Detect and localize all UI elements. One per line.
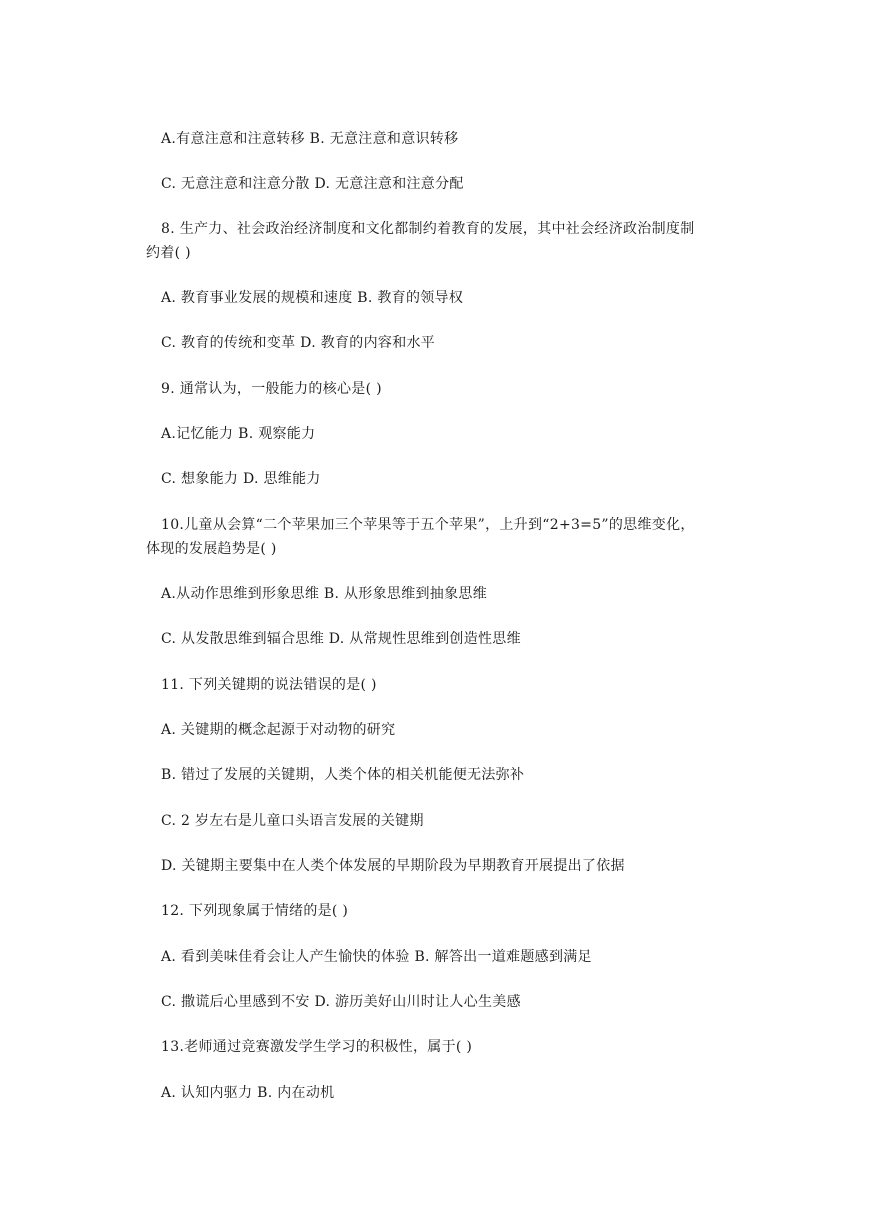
- q12-options-a-b: A. 看到美味佳肴会让人产生愉快的体验 B. 解答出一道难题感到满足: [161, 949, 592, 965]
- q11-stem: 11. 下列关键期的说法错误的是( ): [161, 677, 377, 693]
- q10-options-a-b: A.从动作思维到形象思维 B. 从形象思维到抽象思维: [161, 586, 487, 602]
- q11-option-c: C. 2 岁左右是儿童口头语言发展的关键期: [161, 813, 424, 829]
- q13-options-a-b: A. 认知内驱力 B. 内在动机: [161, 1085, 335, 1101]
- q8-stem-line-1: 8. 生产力、社会政治经济制度和文化都制约着教育的发展，其中社会经济政治制度制: [161, 221, 695, 237]
- q8-options-a-b: A. 教育事业发展的规模和速度 B. 教育的领导权: [161, 290, 464, 306]
- q13-stem: 13.老师通过竞赛激发学生学习的积极性，属于( ): [161, 1039, 473, 1055]
- q8-stem-line-2: 约着( ): [146, 245, 191, 261]
- q7-options-a-b: A.有意注意和注意转移 B. 无意注意和意识转移: [161, 131, 459, 147]
- q10-options-c-d: C. 从发散思维到辐合思维 D. 从常规性思维到创造性思维: [161, 631, 521, 647]
- q9-stem: 9. 通常认为，一般能力的核心是( ): [161, 381, 382, 397]
- q11-option-a: A. 关键期的概念起源于对动物的研究: [161, 722, 396, 738]
- q9-options-c-d: C. 想象能力 D. 思维能力: [161, 471, 321, 487]
- q10-stem-line-2: 体现的发展趋势是( ): [146, 541, 277, 557]
- q11-option-b: B. 错过了发展的关键期，人类个体的相关机能便无法弥补: [161, 767, 525, 783]
- q8-options-c-d: C. 教育的传统和变革 D. 教育的内容和水平: [161, 335, 436, 351]
- q7-options-c-d: C. 无意注意和注意分散 D. 无意注意和注意分配: [161, 176, 464, 192]
- q9-options-a-b: A.记忆能力 B. 观察能力: [161, 426, 316, 442]
- q12-stem: 12. 下列现象属于情绪的是( ): [161, 903, 349, 919]
- q11-option-d: D. 关键期主要集中在人类个体发展的早期阶段为早期教育开展提出了依据: [161, 858, 625, 874]
- q12-options-c-d: C. 撒谎后心里感到不安 D. 游历美好山川时让人心生美感: [161, 994, 521, 1010]
- q10-stem-line-1: 10.儿童从会算“二个苹果加三个苹果等于五个苹果”，上升到“2+3=5”的思维变化，: [161, 517, 695, 533]
